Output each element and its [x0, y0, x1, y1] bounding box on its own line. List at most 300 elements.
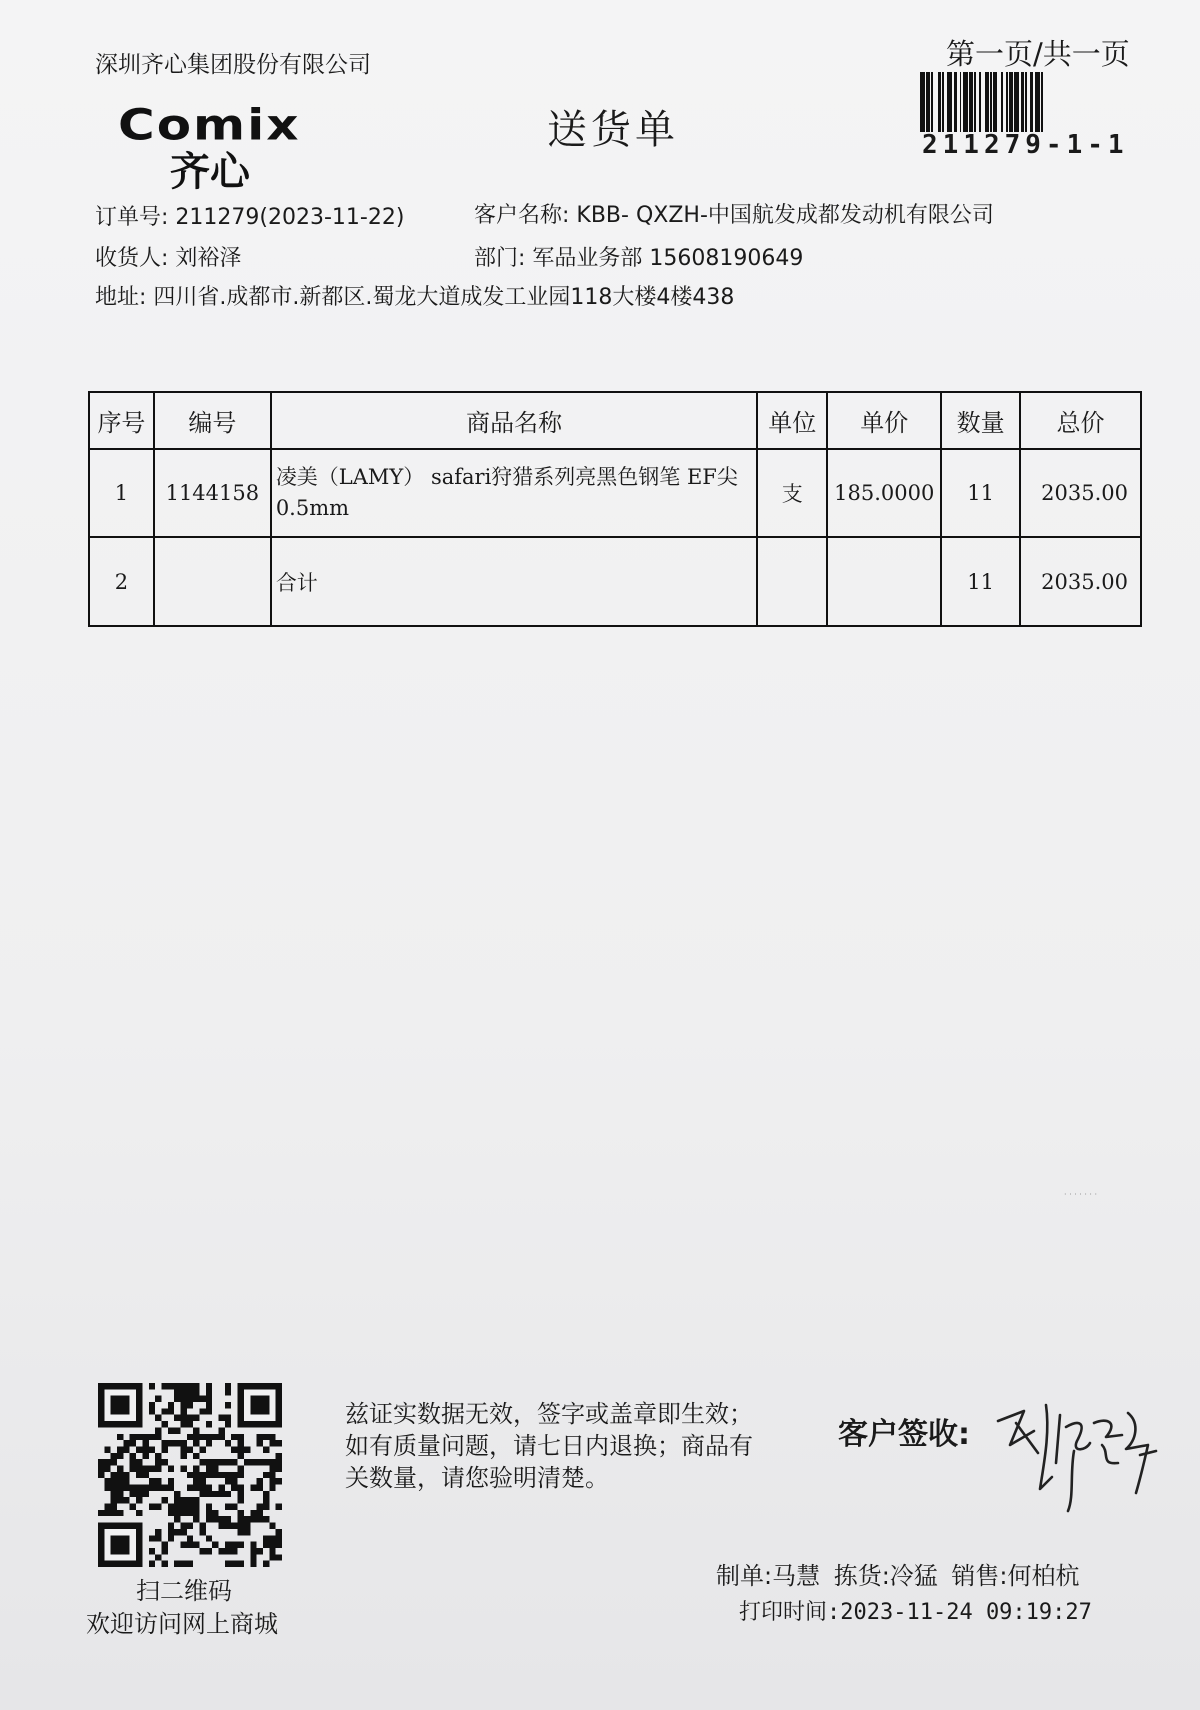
- qr-module: [263, 1535, 269, 1541]
- qr-module: [238, 1491, 244, 1497]
- barcode-bar: [1043, 72, 1046, 132]
- col-header-product: 商品名称: [271, 392, 758, 449]
- qr-module: [276, 1529, 282, 1535]
- qr-module: [180, 1542, 186, 1548]
- qr-module: [136, 1446, 142, 1452]
- cell-product: 凌美（LAMY） safari狩猎系列亮黑色钢笔 EF尖 0.5mm: [271, 449, 758, 537]
- qr-module: [136, 1491, 142, 1497]
- qr-module: [187, 1396, 193, 1402]
- qr-module: [231, 1485, 237, 1491]
- qr-module: [206, 1389, 212, 1395]
- qr-module: [136, 1510, 142, 1516]
- qr-module: [117, 1485, 123, 1491]
- col-header-price: 单价: [827, 392, 941, 449]
- qr-module: [225, 1440, 231, 1446]
- qr-module: [161, 1497, 167, 1503]
- qr-module: [187, 1421, 193, 1427]
- qr-module: [142, 1440, 148, 1446]
- qr-module: [206, 1510, 212, 1516]
- qr-module: [155, 1453, 161, 1459]
- staff-info: 制单:马慧 拣货:冷猛 销售:何柏杭: [716, 1562, 1080, 1590]
- qr-module: [111, 1504, 117, 1510]
- qr-module: [206, 1535, 212, 1541]
- qr-module: [117, 1478, 123, 1484]
- qr-module: [111, 1510, 117, 1516]
- qr-module: [98, 1510, 104, 1516]
- qr-module: [269, 1478, 275, 1484]
- qr-module: [161, 1446, 167, 1452]
- qr-module: [225, 1389, 231, 1395]
- qr-module: [200, 1485, 206, 1491]
- qr-module: [250, 1459, 256, 1465]
- qr-module: [130, 1485, 136, 1491]
- qr-module: [257, 1516, 263, 1522]
- col-header-qty: 数量: [941, 392, 1020, 449]
- qr-module: [130, 1434, 136, 1440]
- qr-module: [142, 1485, 148, 1491]
- qr-module: [187, 1504, 193, 1510]
- qr-module: [200, 1491, 206, 1497]
- qr-module: [136, 1434, 142, 1440]
- qr-module: [225, 1516, 231, 1522]
- qr-module: [206, 1396, 212, 1402]
- qr-module: [168, 1440, 174, 1446]
- qr-module: [130, 1453, 136, 1459]
- qr-module: [187, 1497, 193, 1503]
- qr-module: [193, 1478, 199, 1484]
- qr-module: [149, 1383, 155, 1389]
- qr-module: [257, 1459, 263, 1465]
- qr-module: [174, 1389, 180, 1395]
- qr-module: [104, 1504, 110, 1510]
- qr-module: [250, 1510, 256, 1516]
- qr-module: [130, 1440, 136, 1446]
- qr-module: [200, 1459, 206, 1465]
- qr-module: [231, 1542, 237, 1548]
- qr-module: [130, 1459, 136, 1465]
- qr-module: [117, 1472, 123, 1478]
- qr-module: [136, 1472, 142, 1478]
- qr-caption-mall: 欢迎访问网上商城: [86, 1610, 278, 1638]
- qr-module: [238, 1434, 244, 1440]
- qr-module: [263, 1497, 269, 1503]
- qr-module: [168, 1408, 174, 1414]
- cell-code: [154, 537, 271, 626]
- qr-module: [136, 1485, 142, 1491]
- receiver: 收货人: 刘裕泽: [95, 246, 242, 271]
- qr-module: [231, 1478, 237, 1484]
- qr-module: [269, 1434, 275, 1440]
- qr-module: [180, 1529, 186, 1535]
- qr-module: [174, 1516, 180, 1522]
- qr-module: [193, 1427, 199, 1433]
- qr-module: [117, 1497, 123, 1503]
- qr-module: [238, 1561, 244, 1567]
- qr-module: [155, 1465, 161, 1471]
- qr-module: [200, 1408, 206, 1414]
- qr-module: [187, 1535, 193, 1541]
- qr-module: [276, 1453, 282, 1459]
- qr-module: [250, 1542, 256, 1548]
- qr-module: [168, 1529, 174, 1535]
- qr-module: [104, 1485, 110, 1491]
- qr-module: [269, 1440, 275, 1446]
- qr-module: [187, 1485, 193, 1491]
- qr-module: [187, 1415, 193, 1421]
- qr-module: [117, 1491, 123, 1497]
- qr-module: [104, 1459, 110, 1465]
- qr-module: [206, 1548, 212, 1554]
- qr-module: [238, 1516, 244, 1522]
- qr-module: [111, 1459, 117, 1465]
- qr-module: [155, 1529, 161, 1535]
- qr-module: [149, 1434, 155, 1440]
- logo-chinese: 齐心: [170, 149, 250, 195]
- qr-module: [104, 1478, 110, 1484]
- qr-module: [149, 1548, 155, 1554]
- qr-module: [136, 1459, 142, 1465]
- qr-module: [123, 1472, 129, 1478]
- qr-module: [187, 1402, 193, 1408]
- qr-module: [149, 1465, 155, 1471]
- address: 地址: 四川省.成都市.新都区.蜀龙大道成发工业园118大楼4楼438: [95, 285, 735, 310]
- qr-module: [206, 1485, 212, 1491]
- cell-seq: 1: [89, 449, 154, 537]
- cell-seq: 2: [89, 537, 154, 626]
- qr-module: [155, 1485, 161, 1491]
- qr-module: [123, 1497, 129, 1503]
- qr-finder-core: [111, 1396, 130, 1415]
- qr-module: [98, 1472, 104, 1478]
- qr-module: [200, 1396, 206, 1402]
- page-indicator: 第一页/共一页: [946, 37, 1130, 71]
- qr-module: [180, 1446, 186, 1452]
- qr-module: [155, 1554, 161, 1560]
- qr-module: [193, 1434, 199, 1440]
- qr-module: [212, 1472, 218, 1478]
- qr-module: [187, 1542, 193, 1548]
- qr-module: [238, 1542, 244, 1548]
- qr-module: [225, 1478, 231, 1484]
- qr-module: [187, 1510, 193, 1516]
- qr-module: [257, 1440, 263, 1446]
- qr-module: [193, 1453, 199, 1459]
- qr-module: [168, 1523, 174, 1529]
- qr-module: [206, 1434, 212, 1440]
- qr-module: [168, 1535, 174, 1541]
- qr-module: [257, 1510, 263, 1516]
- qr-module: [193, 1440, 199, 1446]
- qr-module: [161, 1459, 167, 1465]
- qr-module: [263, 1542, 269, 1548]
- qr-module: [225, 1491, 231, 1497]
- table-row: [89, 449, 1141, 537]
- qr-module: [180, 1504, 186, 1510]
- qr-module: [231, 1446, 237, 1452]
- qr-module: [123, 1446, 129, 1452]
- print-time: 打印时间:2023-11-24 09:19:27: [739, 1600, 1092, 1625]
- qr-module: [238, 1485, 244, 1491]
- qr-module: [263, 1459, 269, 1465]
- qr-module: [269, 1523, 275, 1529]
- qr-module: [117, 1446, 123, 1452]
- qr-module: [244, 1446, 250, 1452]
- qr-module: [180, 1497, 186, 1503]
- qr-module: [269, 1465, 275, 1471]
- cell-total: 2035.00: [1020, 537, 1141, 626]
- qr-module: [257, 1434, 263, 1440]
- qr-module: [111, 1472, 117, 1478]
- qr-module: [180, 1408, 186, 1414]
- qr-module: [130, 1465, 136, 1471]
- qr-module: [276, 1465, 282, 1471]
- qr-module: [212, 1510, 218, 1516]
- qr-module: [174, 1440, 180, 1446]
- qr-module: [123, 1440, 129, 1446]
- qr-module: [244, 1516, 250, 1522]
- qr-module: [225, 1472, 231, 1478]
- qr-module: [263, 1491, 269, 1497]
- qr-module: [206, 1516, 212, 1522]
- qr-module: [206, 1504, 212, 1510]
- qr-module: [168, 1465, 174, 1471]
- qr-module: [187, 1446, 193, 1452]
- items-table: [88, 391, 1142, 627]
- qr-module: [161, 1408, 167, 1414]
- qr-module: [168, 1485, 174, 1491]
- qr-module: [225, 1542, 231, 1548]
- qr-module: [193, 1415, 199, 1421]
- col-header-total: 总价: [1020, 392, 1141, 449]
- qr-module: [250, 1516, 256, 1522]
- qr-module: [219, 1491, 225, 1497]
- qr-module: [250, 1548, 256, 1554]
- qr-module: [174, 1491, 180, 1497]
- cell-total: 2035.00: [1020, 449, 1141, 537]
- qr-module: [238, 1523, 244, 1529]
- qr-module: [174, 1383, 180, 1389]
- qr-module: [244, 1529, 250, 1535]
- qr-module: [193, 1542, 199, 1548]
- qr-module: [257, 1485, 263, 1491]
- qr-module: [193, 1396, 199, 1402]
- qr-module: [269, 1542, 275, 1548]
- cell-qty: 11: [941, 449, 1020, 537]
- qr-module: [219, 1548, 225, 1554]
- qr-module: [200, 1529, 206, 1535]
- col-header-unit: 单位: [757, 392, 827, 449]
- qr-module: [193, 1497, 199, 1503]
- cell-product: 合计: [271, 537, 758, 626]
- qr-module: [225, 1523, 231, 1529]
- qr-module: [193, 1389, 199, 1395]
- qr-module: [231, 1434, 237, 1440]
- qr-module: [180, 1396, 186, 1402]
- qr-module: [206, 1402, 212, 1408]
- qr-module: [155, 1415, 161, 1421]
- cell-unit: [757, 537, 827, 626]
- qr-module: [193, 1465, 199, 1471]
- cell-unit: 支: [757, 449, 827, 537]
- qr-module: [225, 1421, 231, 1427]
- qr-module: [269, 1554, 275, 1560]
- qr-module: [111, 1485, 117, 1491]
- qr-module: [168, 1478, 174, 1484]
- qr-module: [231, 1523, 237, 1529]
- table-row-sum: [89, 537, 1141, 626]
- qr-module: [149, 1535, 155, 1541]
- qr-module: [161, 1440, 167, 1446]
- qr-module: [238, 1440, 244, 1446]
- qr-module: [212, 1491, 218, 1497]
- qr-module: [123, 1485, 129, 1491]
- qr-module: [200, 1478, 206, 1484]
- qr-module: [200, 1523, 206, 1529]
- qr-module: [161, 1485, 167, 1491]
- qr-module: [111, 1491, 117, 1497]
- qr-module: [193, 1504, 199, 1510]
- qr-module: [263, 1504, 269, 1510]
- qr-module: [257, 1478, 263, 1484]
- qr-module: [104, 1465, 110, 1471]
- qr-module: [180, 1383, 186, 1389]
- qr-module: [155, 1478, 161, 1484]
- qr-module: [174, 1510, 180, 1516]
- qr-module: [269, 1459, 275, 1465]
- qr-module: [276, 1554, 282, 1560]
- qr-module: [149, 1408, 155, 1414]
- barcode-number: 211279-1-1: [922, 130, 1129, 160]
- qr-module: [155, 1434, 161, 1440]
- qr-module: [206, 1421, 212, 1427]
- qr-module: [225, 1402, 231, 1408]
- qr-module: [149, 1446, 155, 1452]
- qr-module: [257, 1504, 263, 1510]
- qr-module: [225, 1459, 231, 1465]
- qr-module: [219, 1415, 225, 1421]
- document-title: 送货单: [547, 107, 679, 153]
- department: 部门: 军品业务部 15608190649: [474, 246, 804, 271]
- qr-module: [276, 1440, 282, 1446]
- qr-module: [187, 1472, 193, 1478]
- qr-module: [180, 1402, 186, 1408]
- qr-module: [231, 1459, 237, 1465]
- qr-module: [263, 1516, 269, 1522]
- qr-module: [238, 1497, 244, 1503]
- customer-signature-label: 客户签收:: [838, 1417, 970, 1452]
- qr-finder-core: [250, 1396, 269, 1415]
- company-name: 深圳齐心集团股份有限公司: [95, 52, 371, 78]
- qr-module: [257, 1548, 263, 1554]
- qr-module: [219, 1434, 225, 1440]
- qr-module: [155, 1535, 161, 1541]
- qr-module: [168, 1427, 174, 1433]
- qr-module: [219, 1516, 225, 1522]
- qr-module: [200, 1548, 206, 1554]
- qr-module: [130, 1504, 136, 1510]
- qr-module: [263, 1434, 269, 1440]
- qr-module: [206, 1440, 212, 1446]
- qr-module: [225, 1415, 231, 1421]
- qr-module: [142, 1453, 148, 1459]
- qr-module: [238, 1529, 244, 1535]
- qr-module: [206, 1459, 212, 1465]
- qr-module: [206, 1472, 212, 1478]
- qr-finder-core: [111, 1535, 130, 1554]
- qr-module: [180, 1421, 186, 1427]
- qr-module: [142, 1491, 148, 1497]
- qr-module: [161, 1561, 167, 1567]
- qr-module: [212, 1459, 218, 1465]
- qr-module: [212, 1434, 218, 1440]
- qr-module: [180, 1465, 186, 1471]
- qr-module: [238, 1446, 244, 1452]
- qr-module: [180, 1453, 186, 1459]
- qr-module: [225, 1383, 231, 1389]
- qr-module: [130, 1491, 136, 1497]
- qr-module: [155, 1396, 161, 1402]
- qr-module: [225, 1504, 231, 1510]
- qr-module: [263, 1561, 269, 1567]
- qr-module: [136, 1465, 142, 1471]
- qr-module: [149, 1504, 155, 1510]
- handwritten-signature: [990, 1393, 1162, 1521]
- qr-module: [187, 1523, 193, 1529]
- qr-module: [276, 1535, 282, 1541]
- qr-module: [238, 1510, 244, 1516]
- qr-module: [231, 1548, 237, 1554]
- qr-module: [174, 1497, 180, 1503]
- qr-module: [149, 1478, 155, 1484]
- qr-module: [250, 1561, 256, 1567]
- qr-module: [161, 1383, 167, 1389]
- qr-module: [276, 1542, 282, 1548]
- qr-module: [206, 1465, 212, 1471]
- qr-module: [193, 1516, 199, 1522]
- qr-module: [180, 1510, 186, 1516]
- qr-module: [269, 1548, 275, 1554]
- qr-code[interactable]: [98, 1383, 282, 1567]
- qr-module: [174, 1427, 180, 1433]
- qr-module: [212, 1542, 218, 1548]
- qr-caption-scan: 扫二维码: [136, 1577, 232, 1605]
- qr-module: [142, 1446, 148, 1452]
- qr-module: [193, 1485, 199, 1491]
- qr-module: [117, 1510, 123, 1516]
- col-header-seq: 序号: [89, 392, 154, 449]
- qr-module: [206, 1383, 212, 1389]
- qr-module: [193, 1472, 199, 1478]
- qr-module: [168, 1383, 174, 1389]
- qr-module: [219, 1485, 225, 1491]
- qr-module: [206, 1491, 212, 1497]
- qr-module: [238, 1453, 244, 1459]
- qr-module: [161, 1548, 167, 1554]
- qr-module: [168, 1510, 174, 1516]
- qr-module: [142, 1472, 148, 1478]
- qr-module: [219, 1459, 225, 1465]
- qr-module: [269, 1535, 275, 1541]
- qr-module: [219, 1427, 225, 1433]
- qr-module: [263, 1472, 269, 1478]
- qr-module: [174, 1529, 180, 1535]
- qr-module: [200, 1446, 206, 1452]
- qr-module: [187, 1383, 193, 1389]
- qr-module: [212, 1465, 218, 1471]
- qr-module: [123, 1478, 129, 1484]
- qr-module: [231, 1504, 237, 1510]
- qr-module: [193, 1510, 199, 1516]
